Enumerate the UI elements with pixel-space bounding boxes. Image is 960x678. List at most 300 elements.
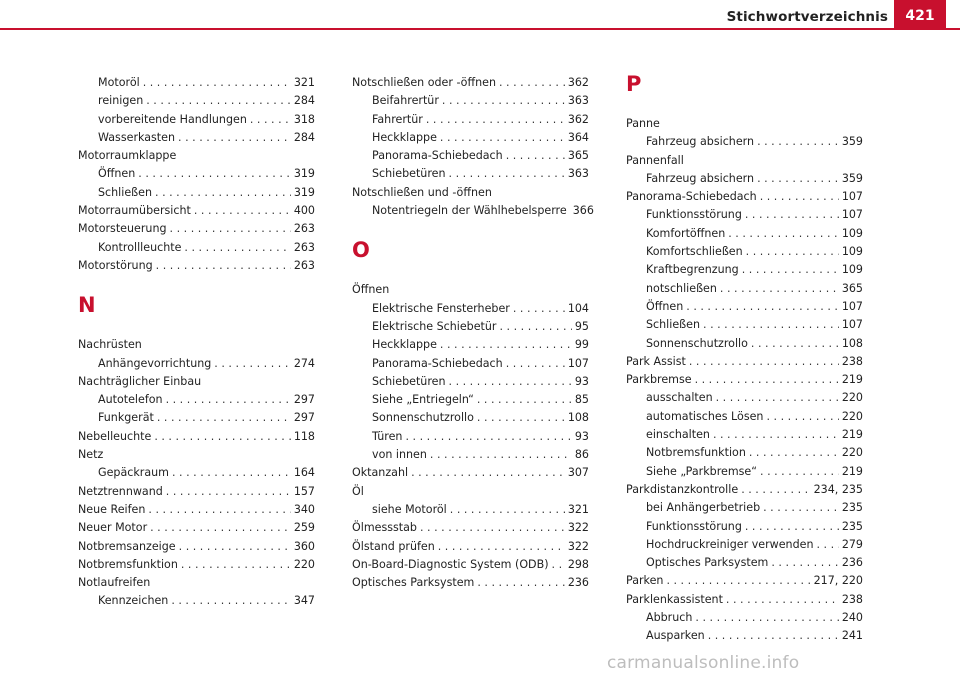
index-heading: Öl	[352, 484, 364, 498]
entry-label: ausschalten	[646, 391, 713, 405]
index-entry	[78, 428, 315, 446]
entry-label: Notentriegeln der Wählhebelsperre	[372, 204, 567, 218]
leader-dots	[184, 239, 290, 257]
entry-page: 220	[841, 446, 863, 460]
leader-dots	[194, 202, 291, 220]
index-entry	[352, 355, 589, 373]
index-entry	[352, 428, 589, 446]
index-entry	[626, 444, 863, 462]
entry-page: 109	[841, 263, 863, 277]
entry-label: Komfortschließen	[646, 245, 743, 259]
entry-label: Anhängevorrichtung	[98, 356, 212, 370]
index-entry	[78, 464, 315, 482]
entry-label: Kontrollleuchte	[98, 240, 182, 254]
leader-dots	[449, 373, 572, 391]
index-entry	[78, 165, 315, 183]
leader-dots	[746, 243, 839, 261]
leader-dots	[440, 336, 572, 354]
entry-label: Optisches Parksystem	[646, 556, 769, 570]
index-entry	[78, 519, 315, 537]
leader-dots	[420, 519, 565, 537]
index-entry	[78, 409, 315, 427]
leader-dots	[143, 74, 291, 92]
index-entry	[352, 111, 589, 129]
leader-dots	[713, 426, 839, 444]
leader-dots	[745, 518, 839, 536]
leader-dots	[154, 428, 290, 446]
index-entry	[626, 316, 863, 334]
entry-page: 298	[567, 557, 589, 571]
leader-dots	[148, 501, 290, 519]
index-entry	[626, 133, 863, 151]
entry-label: Heckklappe	[372, 130, 437, 144]
entry-page: 220	[841, 391, 863, 405]
entry-label: Sonnenschutzrollo	[372, 411, 474, 425]
index-entry	[78, 355, 315, 373]
leader-dots	[411, 464, 565, 482]
index-entry	[626, 225, 863, 243]
entry-page: 362	[567, 112, 589, 126]
entry-label: Elektrische Fensterheber	[372, 301, 510, 315]
leader-dots	[552, 556, 565, 574]
leader-dots	[450, 501, 565, 519]
entry-page: 322	[567, 521, 589, 535]
index-entry	[78, 111, 315, 129]
entry-page: 93	[574, 374, 589, 388]
entry-page: 363	[567, 94, 589, 108]
leader-dots	[178, 129, 291, 147]
leader-dots	[438, 538, 565, 556]
index-entry	[352, 409, 589, 427]
index-entry	[626, 206, 863, 224]
leader-dots	[250, 111, 291, 129]
index-heading: Öffnen	[352, 283, 390, 297]
leader-dots	[513, 300, 565, 318]
entry-label: Panorama-Schiebedach	[626, 190, 757, 204]
index-entry	[352, 92, 589, 110]
entry-label: Beifahrertür	[372, 94, 439, 108]
entry-label: Motorraumübersicht	[78, 204, 191, 218]
entry-page: 99	[574, 338, 589, 352]
entry-label: Ölmessstab	[352, 521, 417, 535]
entry-page: 241	[841, 629, 863, 643]
entry-label: Nebelleuchte	[78, 429, 152, 443]
entry-label: Kennzeichen	[98, 594, 169, 608]
leader-dots	[749, 444, 839, 462]
leader-dots	[166, 483, 291, 501]
entry-group	[78, 391, 315, 446]
entry-page: 362	[567, 76, 589, 89]
entry-page: 220	[293, 557, 315, 571]
entry-label: Notbremsfunktion	[646, 446, 746, 460]
entry-page: 359	[841, 135, 863, 149]
leader-dots	[716, 389, 839, 407]
entry-page: 279	[841, 537, 863, 551]
entry-page: 359	[841, 171, 863, 185]
index-entry	[626, 572, 863, 590]
entry-label: automatisches Lösen	[646, 409, 764, 423]
index-entry	[78, 483, 315, 501]
index-entry	[352, 446, 589, 464]
entry-label: Park Assist	[626, 354, 686, 368]
entry-page: 118	[293, 429, 315, 443]
entry-label: Schließen	[646, 318, 701, 332]
entry-page: 366	[572, 204, 594, 218]
entry-label: Parken	[626, 574, 664, 588]
index-entry	[352, 556, 589, 574]
entry-group	[352, 74, 589, 184]
entry-page: 107	[841, 299, 863, 313]
entry-label: Oktanzahl	[352, 466, 409, 480]
entry-page: 236	[841, 556, 863, 570]
entry-page: 86	[574, 448, 589, 462]
index-entry	[352, 318, 589, 336]
page-title: Stichwortverzeichnis	[726, 9, 888, 25]
index-entry	[626, 499, 863, 517]
entry-page: 322	[567, 539, 589, 553]
index-column-3	[626, 64, 863, 646]
entry-label: Motoröl	[98, 76, 140, 89]
leader-dots	[138, 165, 291, 183]
entry-label: Fahrzeug absichern	[646, 171, 755, 185]
entry-page: 107	[841, 208, 863, 222]
index-entry	[352, 464, 589, 482]
entry-label: Neue Reifen	[78, 502, 146, 516]
index-entry	[626, 609, 863, 627]
leader-dots	[757, 133, 839, 151]
entry-page: 219	[841, 464, 863, 478]
index-entry	[626, 463, 863, 481]
entry-page: 220	[841, 409, 863, 423]
index-heading: Nachträglicher Einbau	[78, 374, 202, 388]
entry-page: 263	[293, 240, 315, 254]
index-entry	[626, 298, 863, 316]
header-divider	[0, 28, 960, 30]
entry-page: 307	[567, 466, 589, 480]
index-heading: Motorraumklappe	[78, 149, 177, 163]
entry-label: Türen	[372, 429, 403, 443]
entry-page: 297	[293, 411, 315, 425]
index-entry	[352, 202, 594, 220]
index-entry	[78, 74, 315, 92]
leader-dots	[726, 591, 839, 609]
entry-page: 365	[567, 149, 589, 163]
index-column-1	[78, 74, 315, 611]
leader-dots	[708, 627, 839, 645]
entry-page: 363	[567, 167, 589, 181]
entry-group	[352, 300, 589, 483]
entry-group	[352, 501, 589, 592]
entry-page: 234, 235	[813, 482, 863, 496]
entry-page: 360	[293, 539, 315, 553]
entry-page: 108	[841, 336, 863, 350]
index-entry	[78, 184, 315, 202]
entry-label: Heckklappe	[372, 338, 437, 352]
entry-label: On-Board-Diagnostic System (ODB)	[352, 557, 549, 571]
index-entry	[626, 371, 863, 389]
entry-label: Gepäckraum	[98, 466, 169, 480]
entry-label: Parkbremse	[626, 373, 692, 387]
index-entry	[352, 147, 589, 165]
index-entry	[352, 129, 589, 147]
leader-dots	[172, 464, 291, 482]
entry-label: Ölstand prüfen	[352, 539, 435, 553]
entry-label: Funktionsstörung	[646, 208, 742, 222]
entry-page: 284	[293, 130, 315, 144]
index-entry	[352, 538, 589, 556]
entry-label: siehe Motoröl	[372, 502, 447, 516]
leader-dots	[477, 409, 565, 427]
index-entry	[78, 129, 315, 147]
index-entry	[626, 335, 863, 353]
leader-dots	[817, 536, 839, 554]
entry-label: einschalten	[646, 428, 710, 442]
entry-label: Panorama-Schiebedach	[372, 149, 503, 163]
index-entry	[352, 391, 589, 409]
entry-label: Parklenkassistent	[626, 592, 723, 606]
leader-dots	[146, 92, 291, 110]
leader-dots	[171, 592, 290, 610]
entry-page: 85	[574, 393, 589, 407]
section-letter: P	[626, 72, 642, 96]
entry-label: Notbremsfunktion	[78, 557, 178, 571]
entry-label: Hochdruckreiniger verwenden	[646, 537, 814, 551]
entry-label: Kraftbegrenzung	[646, 263, 739, 277]
entry-label: Schiebetüren	[372, 374, 446, 388]
entry-group	[78, 464, 315, 574]
index-entry	[626, 389, 863, 407]
leader-dots	[405, 428, 571, 446]
entry-label: Fahrzeug absichern	[646, 135, 755, 149]
entry-group	[626, 170, 863, 646]
entry-page: 274	[293, 356, 315, 370]
leader-dots	[760, 188, 839, 206]
entry-page: 340	[293, 502, 315, 516]
entry-label: Fahrertür	[372, 112, 423, 126]
entry-page: 364	[567, 130, 589, 144]
index-entry	[78, 220, 315, 238]
entry-page: 109	[841, 245, 863, 259]
index-entry	[352, 336, 589, 354]
entry-group	[352, 202, 594, 220]
entry-page: 263	[293, 258, 315, 272]
leader-dots	[728, 225, 839, 243]
leader-dots	[742, 261, 839, 279]
leader-dots	[156, 257, 291, 275]
leader-dots	[666, 572, 810, 590]
index-entry	[78, 257, 315, 275]
entry-label: Komfortöffnen	[646, 226, 726, 240]
leader-dots	[695, 371, 839, 389]
entry-page: 95	[574, 319, 589, 333]
entry-label: Schließen	[98, 185, 153, 199]
index-entry	[78, 556, 315, 574]
leader-dots	[170, 220, 291, 238]
entry-page: 365	[841, 281, 863, 295]
index-entry	[352, 300, 589, 318]
leader-dots	[720, 280, 839, 298]
entry-label: Funktionsstörung	[646, 519, 742, 533]
leader-dots	[449, 165, 565, 183]
entry-label: bei Anhängerbetrieb	[646, 501, 761, 515]
entry-page: 319	[293, 167, 315, 181]
index-entry	[626, 426, 863, 444]
entry-page: 238	[841, 354, 863, 368]
entry-label: Öffnen	[646, 299, 684, 313]
leader-dots	[442, 92, 565, 110]
index-entry	[78, 92, 315, 110]
entry-page: 297	[293, 393, 315, 407]
index-heading: Nachrüsten	[78, 338, 142, 352]
index-entry	[626, 591, 863, 609]
leader-dots	[760, 463, 839, 481]
index-entry	[626, 627, 863, 645]
index-entry	[626, 536, 863, 554]
section-letter: O	[352, 238, 370, 263]
leader-dots	[771, 554, 838, 572]
entry-label: Notschließen oder -öffnen	[352, 76, 496, 89]
leader-dots	[703, 316, 839, 334]
entry-label: Optisches Parksystem	[352, 576, 475, 590]
index-entry	[626, 261, 863, 279]
index-entry	[626, 280, 863, 298]
entry-label: Funkgerät	[98, 411, 154, 425]
entry-page: 107	[567, 356, 589, 370]
leader-dots	[426, 111, 565, 129]
entry-label: Öffnen	[98, 167, 136, 181]
entry-label: Notbremsanzeige	[78, 539, 176, 553]
leader-dots	[214, 355, 291, 373]
entry-label: reinigen	[98, 94, 144, 108]
leader-dots	[477, 391, 572, 409]
entry-label: Siehe „Parkbremse“	[646, 464, 758, 478]
leader-dots	[686, 298, 839, 316]
leader-dots	[506, 355, 565, 373]
index-heading: Pannenfall	[626, 153, 684, 167]
entry-label: Abbruch	[646, 611, 693, 625]
index-heading: Notlaufreifen	[78, 576, 151, 590]
entry-page: 217, 220	[813, 574, 863, 588]
entry-group	[78, 165, 315, 275]
entry-page: 235	[841, 501, 863, 515]
entry-page: 107	[841, 190, 863, 204]
index-entry	[78, 239, 315, 257]
entry-label: Neuer Motor	[78, 521, 148, 535]
leader-dots	[166, 391, 291, 409]
leader-dots	[499, 74, 565, 92]
leader-dots	[181, 556, 291, 574]
section-letter: N	[78, 293, 96, 318]
entry-group	[78, 592, 315, 610]
index-entry	[352, 519, 589, 537]
index-entry	[78, 592, 315, 610]
index-heading: Panne	[626, 117, 660, 130]
index-entry	[352, 574, 589, 592]
leader-dots	[155, 184, 291, 202]
index-entry	[352, 501, 589, 519]
leader-dots	[157, 409, 291, 427]
entry-page: 107	[841, 318, 863, 332]
entry-group	[78, 355, 315, 373]
entry-label: Ausparken	[646, 629, 705, 643]
entry-label: Siehe „Entriegeln“	[372, 393, 474, 407]
index-entry	[626, 243, 863, 261]
index-entry	[626, 353, 863, 371]
entry-page: 108	[567, 411, 589, 425]
index-entry	[352, 74, 589, 92]
entry-page: 235	[841, 519, 863, 533]
index-entry	[626, 554, 863, 572]
entry-label: von innen	[372, 448, 427, 462]
leader-dots	[506, 147, 565, 165]
page-header	[0, 0, 960, 30]
entry-page: 259	[293, 521, 315, 535]
entry-page: 236	[567, 576, 589, 590]
entry-group	[78, 74, 315, 147]
leader-dots	[430, 446, 572, 464]
leader-dots	[741, 481, 810, 499]
entry-label: Sonnenschutzrollo	[646, 336, 748, 350]
index-entry	[78, 538, 315, 556]
page-number-tab: 421	[894, 0, 946, 30]
leader-dots	[695, 609, 838, 627]
entry-page: 318	[293, 112, 315, 126]
entry-page: 347	[293, 594, 315, 608]
index-entry	[78, 501, 315, 519]
leader-dots	[477, 574, 564, 592]
entry-page: 284	[293, 94, 315, 108]
entry-page: 109	[841, 226, 863, 240]
index-entry	[626, 188, 863, 206]
index-entry	[78, 391, 315, 409]
index-entry	[352, 165, 589, 183]
leader-dots	[150, 519, 291, 537]
index-column-2	[352, 74, 594, 592]
index-entry	[626, 408, 863, 426]
entry-page: 321	[567, 502, 589, 516]
watermark-text: carmanualsonline.info	[607, 653, 800, 673]
entry-page: 319	[293, 185, 315, 199]
entry-page: 219	[841, 373, 863, 387]
index-entry	[626, 481, 863, 499]
entry-page: 157	[293, 484, 315, 498]
entry-label: vorbereitende Handlungen	[98, 112, 247, 126]
entry-page: 240	[841, 611, 863, 625]
entry-label: notschließen	[646, 281, 717, 295]
index-entry	[352, 373, 589, 391]
leader-dots	[440, 129, 565, 147]
entry-page: 238	[841, 592, 863, 606]
entry-page: 321	[293, 76, 315, 89]
entry-label: Netztrennwand	[78, 484, 163, 498]
entry-label: Elektrische Schiebetür	[372, 319, 497, 333]
entry-page: 400	[293, 204, 315, 218]
leader-dots	[500, 318, 572, 336]
leader-dots	[751, 335, 839, 353]
leader-dots	[763, 499, 839, 517]
leader-dots	[745, 206, 839, 224]
entry-label: Schiebetüren	[372, 167, 446, 181]
index-entry	[78, 202, 315, 220]
entry-label: Motorsteuerung	[78, 222, 167, 236]
leader-dots	[757, 170, 839, 188]
entry-group	[626, 133, 863, 151]
entry-label: Wasserkasten	[98, 130, 176, 144]
leader-dots	[689, 353, 839, 371]
index-entry	[626, 518, 863, 536]
index-heading: Notschließen und -öffnen	[352, 185, 492, 199]
leader-dots	[766, 408, 838, 426]
